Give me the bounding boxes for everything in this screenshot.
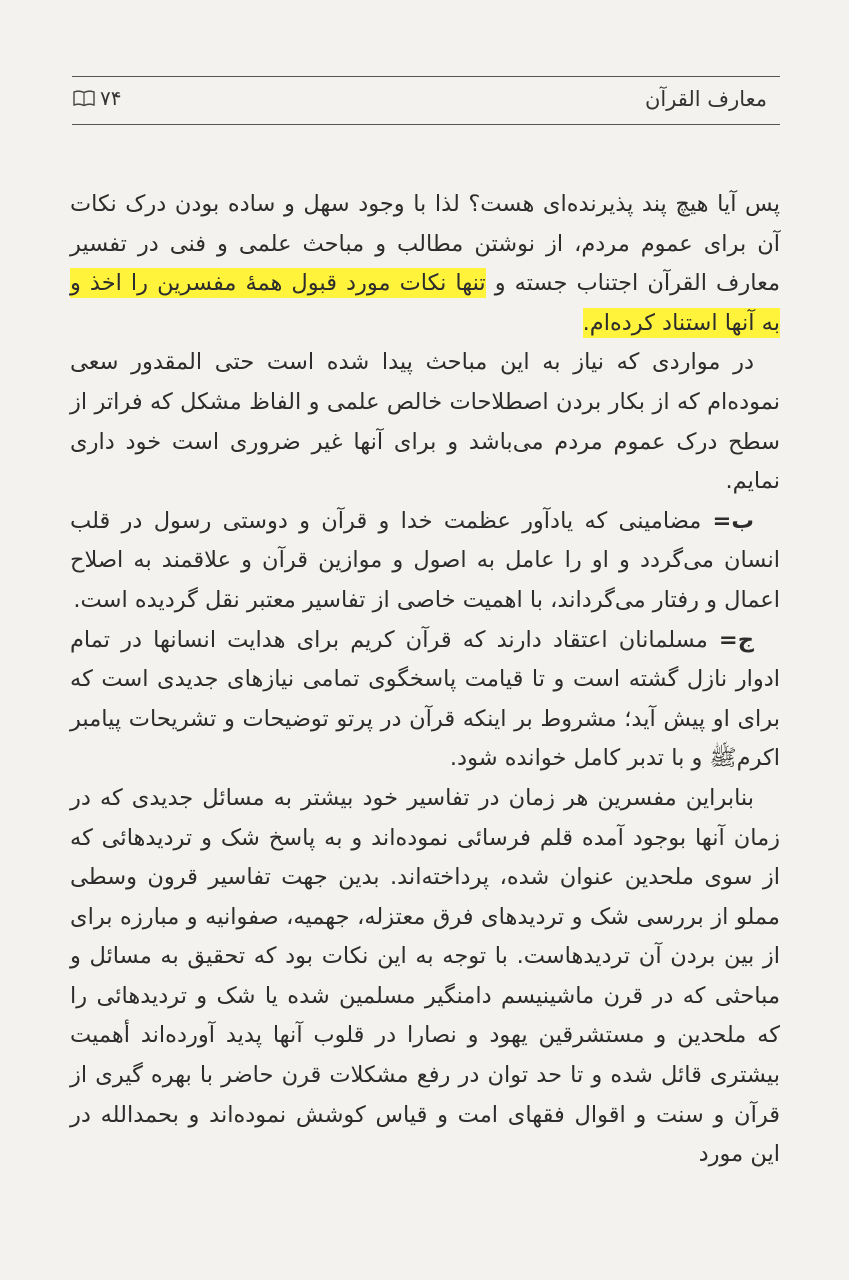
body-text — [70, 185, 780, 1175]
running-title: معارف القرآن — [644, 87, 767, 111]
paragraph-5: بنابراین مفسرین هر زمان در تفاسیر خود بیشتر به مسائل جدیدی که در زمان آنها بوجود آمده قلم فرسائی نموده‌اند و به پاسخ شک و تردیدهائی که از سوی ملحدین عنوان شده، پرداخته‌اند. بدین جهت تفاسیر قرون وسطی مملو از بررسی شک و تردیدهای فرق معتزله، جهمیه، صفوانیه و مبارزه برای از بین بردن آن تردیدهاست. با توجه به این نکات بود که تحقیق به مسائل و مباحثی که در قرن ماشینیسم دامنگیر مسلمین شده یا شک و تردیدهائی را که ملحدین و مستشرقین یهود و نصارا در قلوب آنها پدید آورده‌اند أهمیت بیشتری قائل شده و تا حد توان در رفع مشکلات قرن حاضر با بهره گیری از قرآن و سنت و اقوال فقهای امت و قیاس کوشش نموده‌اند و بحمدالله در این مورد — [70, 784, 780, 1168]
paragraph-3-text: مضامینی که یادآور عظمت خدا و قرآن و دوستی رسول در قلب انسان می‌گردد و او را عامل به اصول و موازین قرآن و علاقمند به اصلاح اعمال و رفتار می‌گرداند، با اهمیت خاصی از تفاسیر معتبر نقل گردیده است. — [70, 507, 780, 613]
paragraph-1-text: پس آیا هیچ پند پذیرنده‌ای هست؟ لذا با وجود سهل و ساده بودن درک نکات آن برای عموم مردم، از نوشتن مطالب و مباحث علمی و فنی در تفسیر معارف القرآن اجتناب جسته و — [70, 191, 780, 297]
header-bottom-rule — [72, 124, 780, 125]
highlighted-sentence: تنها نکات مورد قبول همهٔ مفسرین را اخذ و به آنها استناد کرده‌ام. — [70, 270, 780, 336]
paragraph-3-lead: ب= — [712, 507, 754, 534]
paragraph-4-lead: ج= — [718, 626, 754, 653]
paragraph-3 — [70, 502, 780, 621]
header-top-rule — [72, 76, 780, 77]
paragraph-2: در مواردی که نیاز به این مباحث پیدا شده است حتی المقدور سعی نموده‌ام که از بکار بردن اصطلاحات خالص علمی و الفاظ مشکل که فراتر از سطح درک عموم مردم می‌باشد و برای آنها غیر ضروری است خود داری نمایم. — [70, 349, 780, 495]
page-number-block — [72, 86, 121, 110]
paragraph-4 — [70, 621, 780, 779]
page-number: ۷۴ — [100, 86, 122, 110]
paragraph-4-text: مسلمانان اعتقاد دارند که قرآن کریم برای هدایت انسانها در تمام ادوار نازل گشته است و تا قیامت پاسخگوی تمامی نیازهای جدیدی است که برای او پیش آید؛ مشروط بر اینکه قرآن در پرتو توضیحات و تشریحات پیامبر اکرمﷺ و با تدبر کامل خوانده شود. — [70, 626, 780, 772]
paragraph-1 — [70, 185, 780, 343]
open-book-icon — [72, 88, 96, 108]
